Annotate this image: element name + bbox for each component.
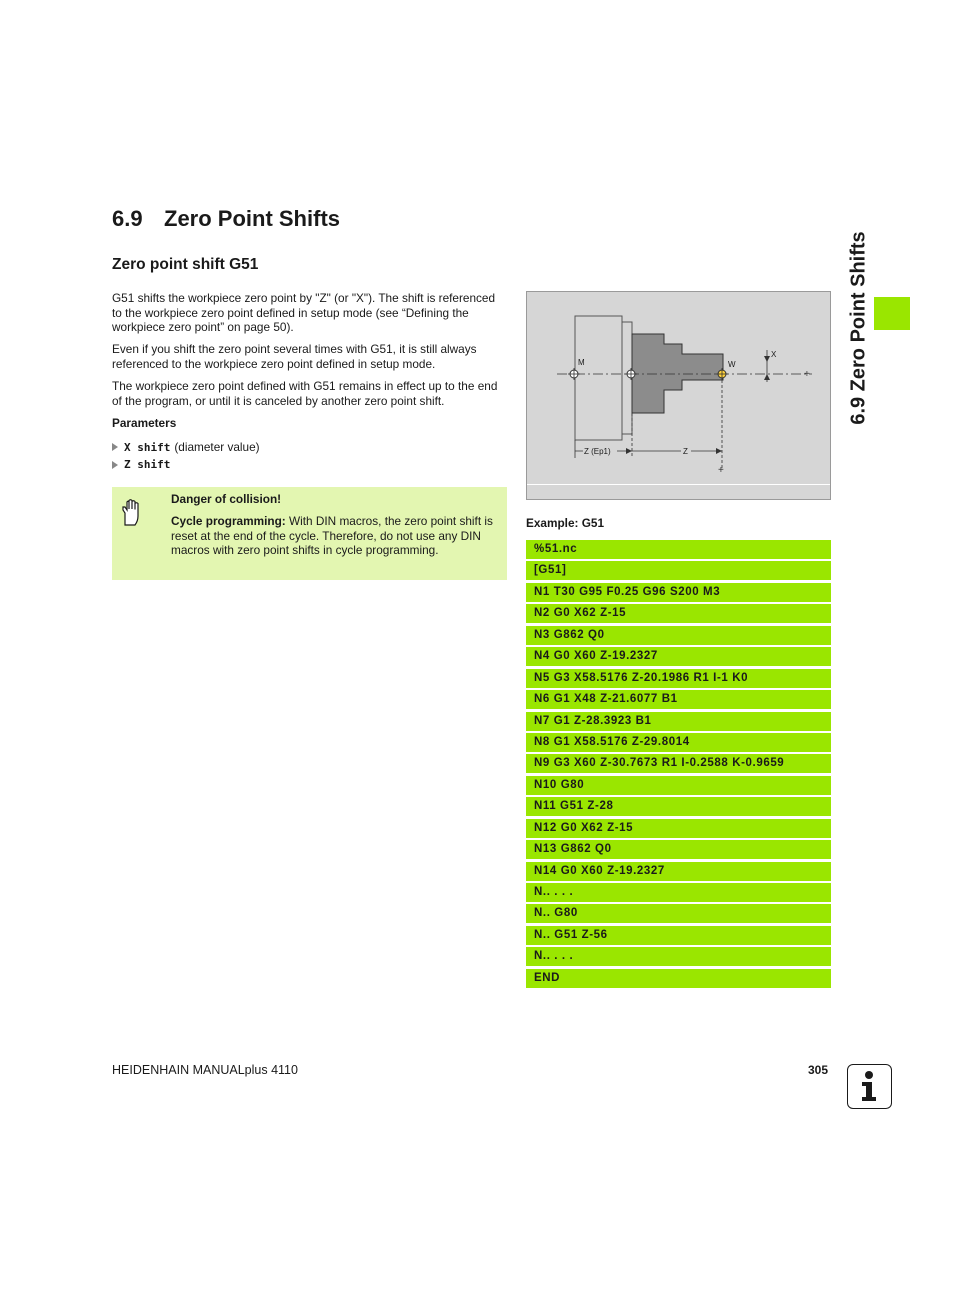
label-z-ep1: Z (Ep1) [584, 447, 611, 456]
code-line: N.. G51 Z-56 [526, 926, 831, 945]
parameter-item [112, 440, 260, 454]
paragraph-1: G51 shifts the workpiece zero point by "Z" (or "X"). The shift is referenced to the workpiece zero point defined in setup mode (see “Defining the workpiece zero point” on page 50). [112, 291, 496, 334]
code-line: N3 G862 Q0 [526, 626, 831, 645]
code-line: N11 G51 Z-28 [526, 797, 831, 816]
hand-warning-icon [120, 499, 142, 532]
plus-marker-icon: + [804, 369, 810, 380]
section-title [112, 206, 340, 232]
code-line: N.. . . . [526, 883, 831, 902]
page-number: 305 [808, 1063, 829, 1077]
code-line: N9 G3 X60 Z-30.7673 R1 I-0.2588 K-0.9659 [526, 754, 831, 773]
figure-footer-bar [527, 484, 830, 499]
code-line: END [526, 969, 831, 988]
label-m: M [578, 358, 585, 367]
code-line: N7 G1 Z-28.3923 B1 [526, 712, 831, 731]
code-line: N10 G80 [526, 776, 831, 795]
footer-product: HEIDENHAIN MANUALplus 4110 [112, 1063, 298, 1077]
side-tab-label: 6.9 Zero Point Shifts [847, 231, 870, 425]
paragraph-2: Even if you shift the zero point several times with G51, it is still always referenced to the workpiece zero point defined in setup mode. [112, 342, 477, 371]
section-title-text: Zero Point Shifts [164, 206, 340, 231]
note-text [171, 514, 499, 558]
section-number: 6.9 [112, 206, 143, 231]
code-line: N14 G0 X60 Z-19.2327 [526, 862, 831, 881]
code-line: N12 G0 X62 Z-15 [526, 819, 831, 838]
warning-note [112, 487, 507, 580]
parameters-heading: Parameters [112, 416, 177, 430]
label-z: Z [683, 447, 688, 456]
plus-marker-icon: + [718, 465, 724, 476]
lathe-diagram [527, 292, 832, 501]
code-line: N13 G862 Q0 [526, 840, 831, 859]
code-line: [G51] [526, 561, 831, 580]
example-label: Example: G51 [526, 516, 605, 530]
paragraph-3: The workpiece zero point defined with G51 remains in effect up to the end of the program, or until it is canceled by another zero point shift. [112, 379, 498, 408]
subsection-title: Zero point shift G51 [112, 256, 259, 273]
zero-point-figure [526, 291, 831, 500]
label-w: W [728, 360, 736, 369]
info-icon [847, 1064, 892, 1109]
code-line: N8 G1 X58.5176 Z-29.8014 [526, 733, 831, 752]
code-line: N2 G0 X62 Z-15 [526, 604, 831, 623]
chapter-side-tab [840, 214, 910, 442]
code-line: N4 G0 X60 Z-19.2327 [526, 647, 831, 666]
parameter-desc: (diameter value) [174, 440, 260, 454]
parameter-code: X shift [124, 440, 171, 454]
code-line: N.. . . . [526, 947, 831, 966]
parameter-item [112, 458, 174, 471]
side-tab-marker [874, 297, 910, 330]
code-line: N1 T30 G95 F0.25 G96 S200 M3 [526, 583, 831, 602]
parameter-code: Z shift [124, 458, 171, 471]
code-line: N6 G1 X48 Z-21.6077 B1 [526, 690, 831, 709]
bullet-triangle-icon [112, 461, 118, 469]
bullet-triangle-icon [112, 443, 118, 451]
code-line: %51.nc [526, 540, 831, 559]
example-code-list [526, 540, 831, 990]
code-line: N.. G80 [526, 904, 831, 923]
note-title: Danger of collision! [171, 492, 282, 506]
note-body: With DIN macros, the zero point shift is reset at the end of the cycle. Therefore, do not use any DIN macros with zero point shifts in cycle programming. [171, 514, 493, 557]
label-x: X [771, 350, 777, 359]
code-line: N5 G3 X58.5176 Z-20.1986 R1 I-1 K0 [526, 669, 831, 688]
note-bold-lead: Cycle programming: [171, 514, 286, 528]
